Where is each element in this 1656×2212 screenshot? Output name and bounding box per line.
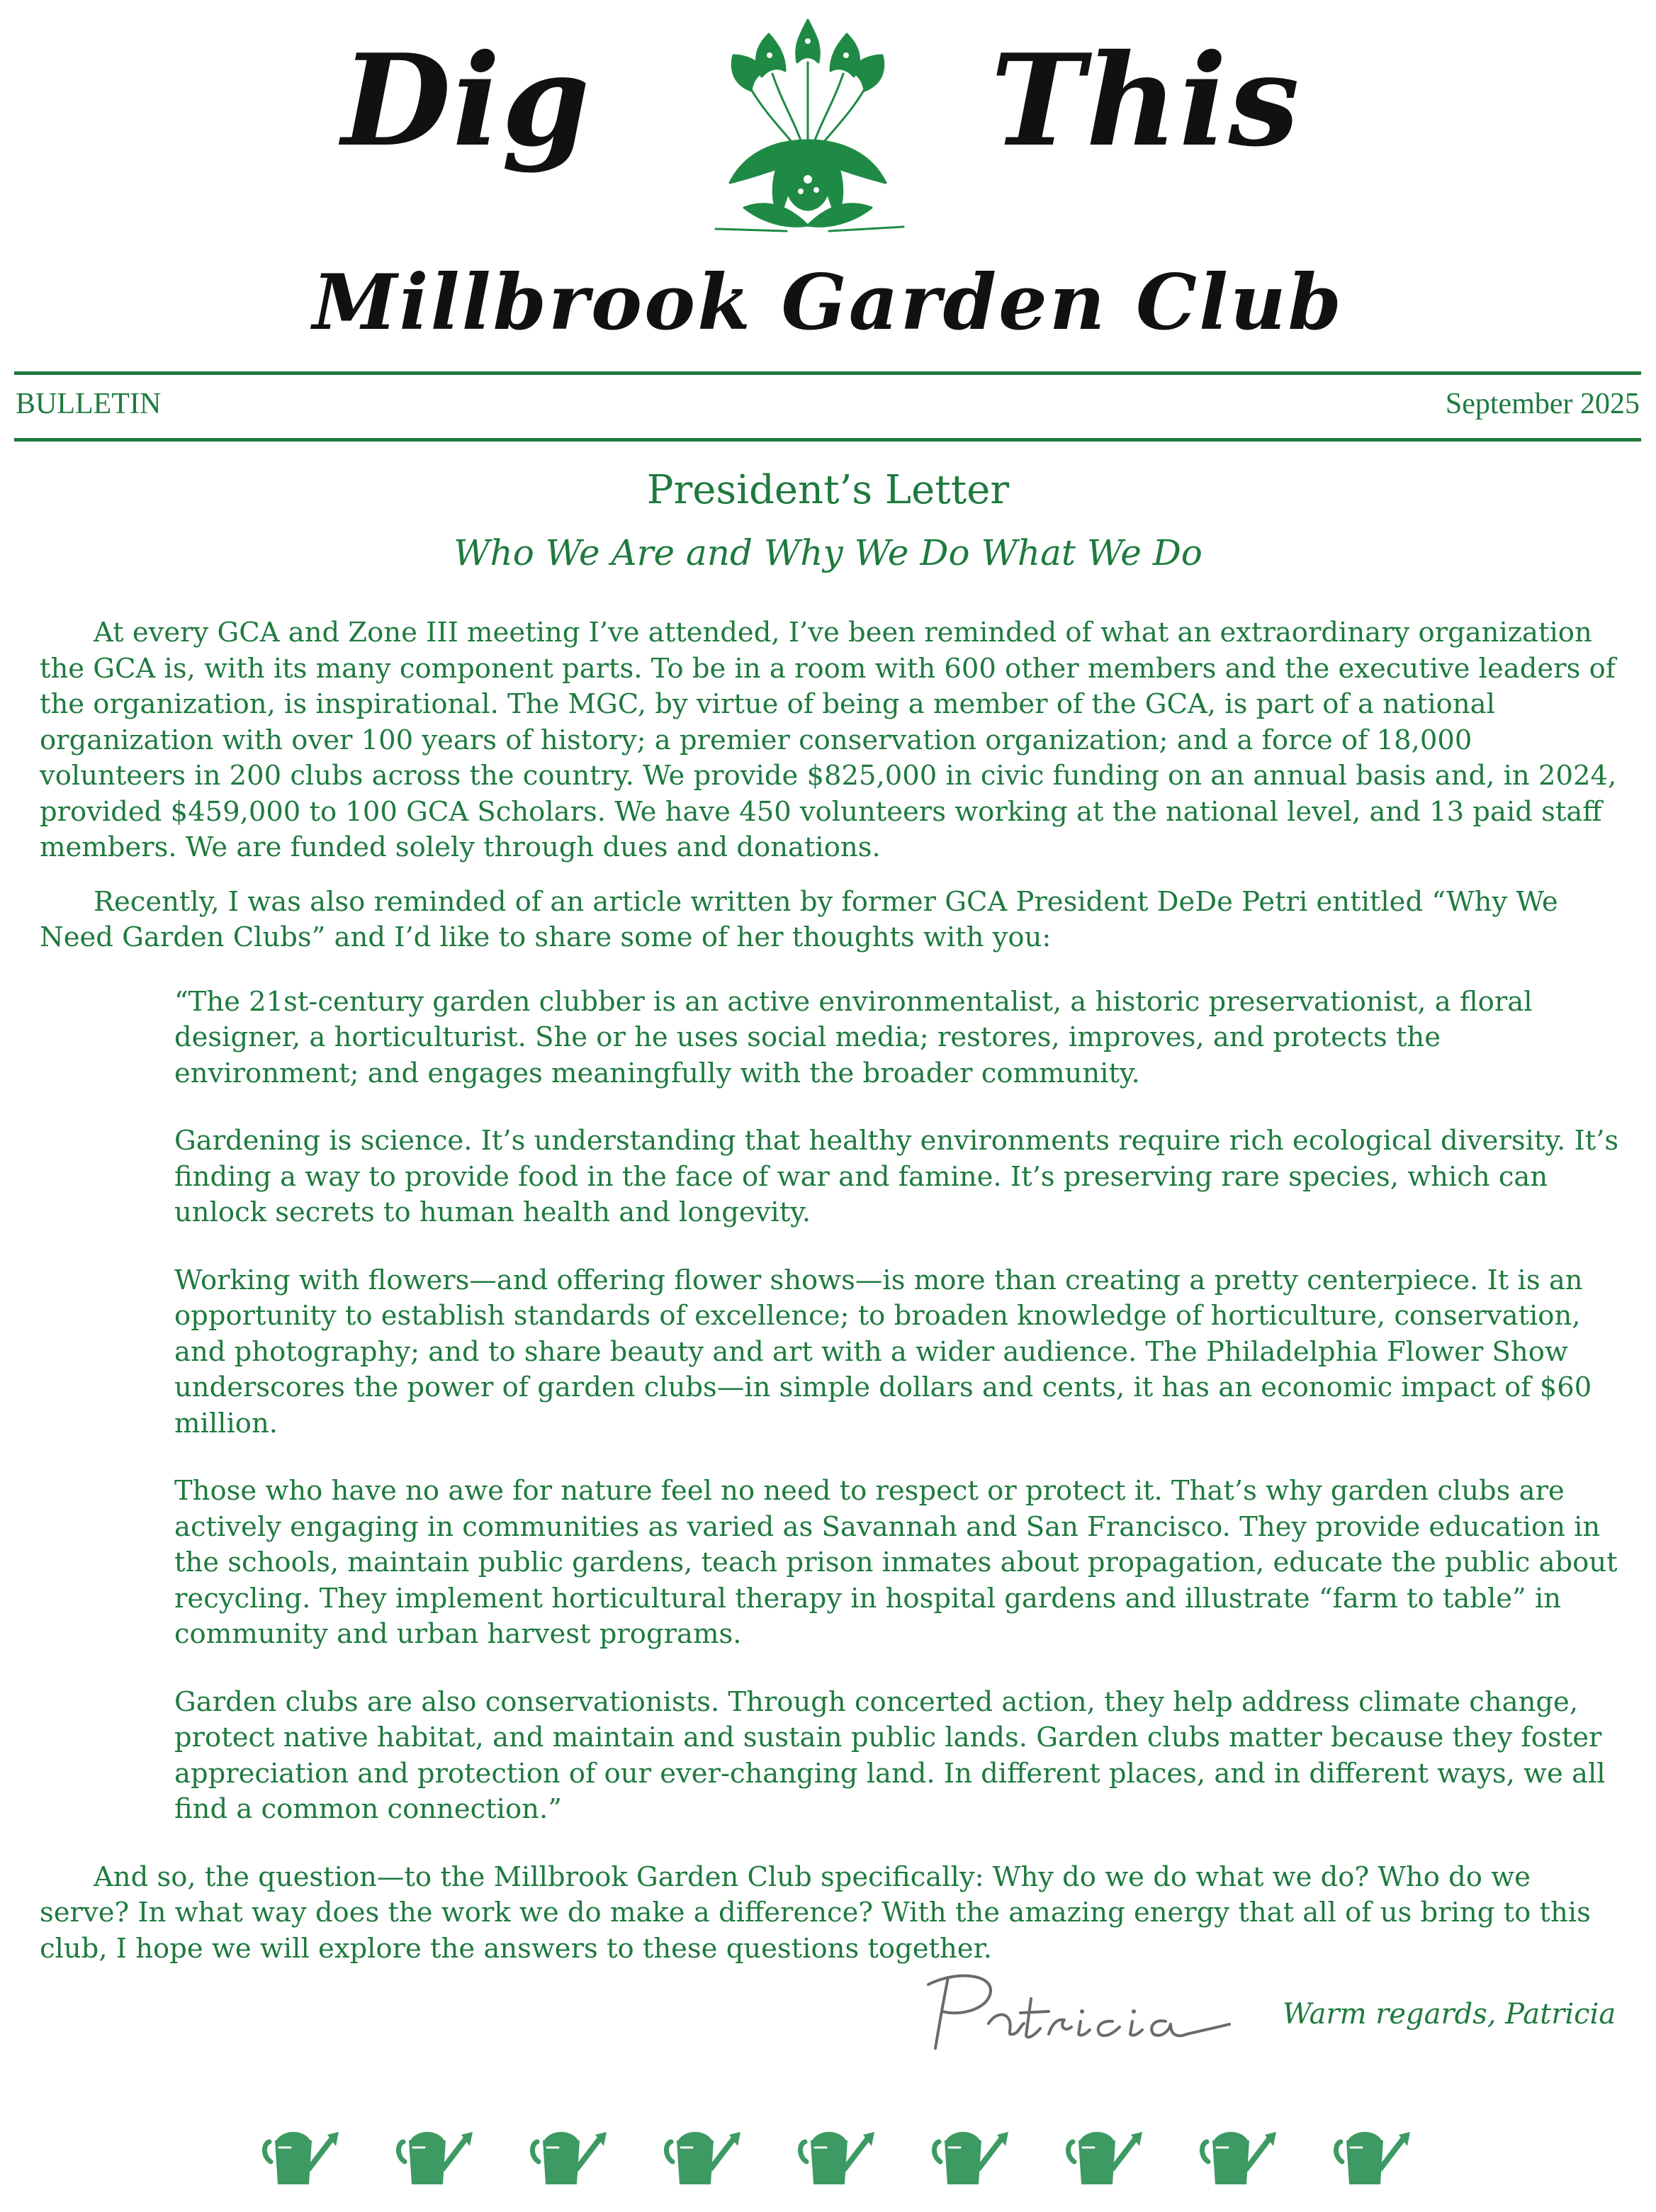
watering-can-icon — [798, 2119, 876, 2190]
sign-off: Warm regards, Patricia — [1283, 1998, 1616, 2031]
masthead-word-dig: Dig — [342, 26, 592, 174]
bulletin-label: BULLETIN — [16, 388, 162, 420]
club-name: Millbrook Garden Club — [312, 258, 1344, 347]
watering-can-icon — [1334, 2119, 1412, 2190]
letter-paragraph: Recently, I was also reminded of an article written by former GCA President DeDe Petri entitled “Why We Need Garden Clubs” and I’d like to share some of her thoughts with you: — [40, 885, 1558, 953]
quote-paragraph: Gardening is science. It’s understanding that healthy environments require rich ecological diversity. It’s finding a way to provide food in the face of war and famine. It’s preserving rare species, which can unlock secrets to human health and longevity. — [174, 1125, 1619, 1228]
bulletin-date: September 2025 — [1445, 388, 1640, 420]
watering-can-icon — [664, 2119, 742, 2190]
letter-body — [40, 615, 1620, 1985]
watering-can-icon — [530, 2119, 608, 2190]
rule-bottom — [14, 438, 1641, 442]
rule-top — [14, 371, 1641, 375]
letter-subtitle: Who We Are and Why We Do What We Do — [454, 532, 1202, 573]
watering-can-icon — [262, 2119, 340, 2190]
plant-bouquet-icon — [702, 6, 914, 240]
quote-paragraph: “The 21st-century garden clubber is an active environmentalist, a historic preservationist, a floral designer, a horticulturist. She or he uses social media; restores, improves, and protects the environment; and engages meaningfully with the broader community. — [174, 985, 1533, 1089]
closing-paragraph: And so, the question—to the Millbrook Garden Club specifically: Why do we do what we do? Who do we serve? In what way does the work we do make a difference? With the amazing energy that all of us bring to this club, I hope we will explore the answers to these questions together. — [40, 1860, 1591, 1965]
letter-title: President’s Letter — [646, 467, 1010, 513]
signature-image — [907, 1956, 1233, 2062]
watering-can-icon — [396, 2119, 474, 2190]
quote-paragraph: Garden clubs are also conservationists. Through concerted action, they help address climate change, protect native habitat, and maintain and sustain public lands. Garden clubs matter because they foster appreciation and protection of our ever-changing land. In different places, and in different ways, we all find a common connection.” — [174, 1685, 1606, 1825]
masthead-word-this: This — [991, 26, 1301, 174]
bulletin-bar — [16, 383, 1640, 425]
letter-paragraph: At every GCA and Zone III meeting I’ve attended, I’ve been reminded of what an extraordinary organization the GCA is, with its many component parts. To be in a room with 600 other members and the executive leaders of the organization, is inspirational. The MGC, by virtue of being a member of the GCA, is part of a national organization with over 100 years of history; a premier conservation organization; and a force of 18,000 volunteers in 200 clubs across the country. We provide $825,000 in civic funding on an annual basis and, in 2024, provided $459,000 to 100 GCA Scholars. We have 450 volunteers working at the national level, and 13 paid staff members. We are funded solely through dues and donations. — [40, 617, 1617, 863]
watering-can-icon — [932, 2119, 1010, 2190]
watering-can-ornament-row — [262, 2119, 1396, 2197]
quote-paragraph: Working with flowers—and offering flower shows—is more than creating a pretty centerpiece. It is an opportunity to establish standards of excellence; to broaden knowledge of horticulture, conservation, and photography; and to share beauty and art with a wider audience. The Philadelphia Flower Show underscores the power of garden clubs—in simple dollars and cents, it has an economic impact of $60 million. — [174, 1264, 1592, 1439]
watering-can-icon — [1200, 2119, 1278, 2190]
watering-can-icon — [1066, 2119, 1144, 2190]
quoted-article — [174, 984, 1620, 1828]
quote-paragraph: Those who have no awe for nature feel no need to respect or protect it. That’s why garden clubs are actively engaging in communities as varied as Savannah and San Francisco. They provide education in the schools, maintain public gardens, teach prison inmates about propagation, educate the public about recycling. They implement horticultural therapy in hospital gardens and illustrate “farm to table” in community and urban harvest programs. — [174, 1475, 1618, 1650]
